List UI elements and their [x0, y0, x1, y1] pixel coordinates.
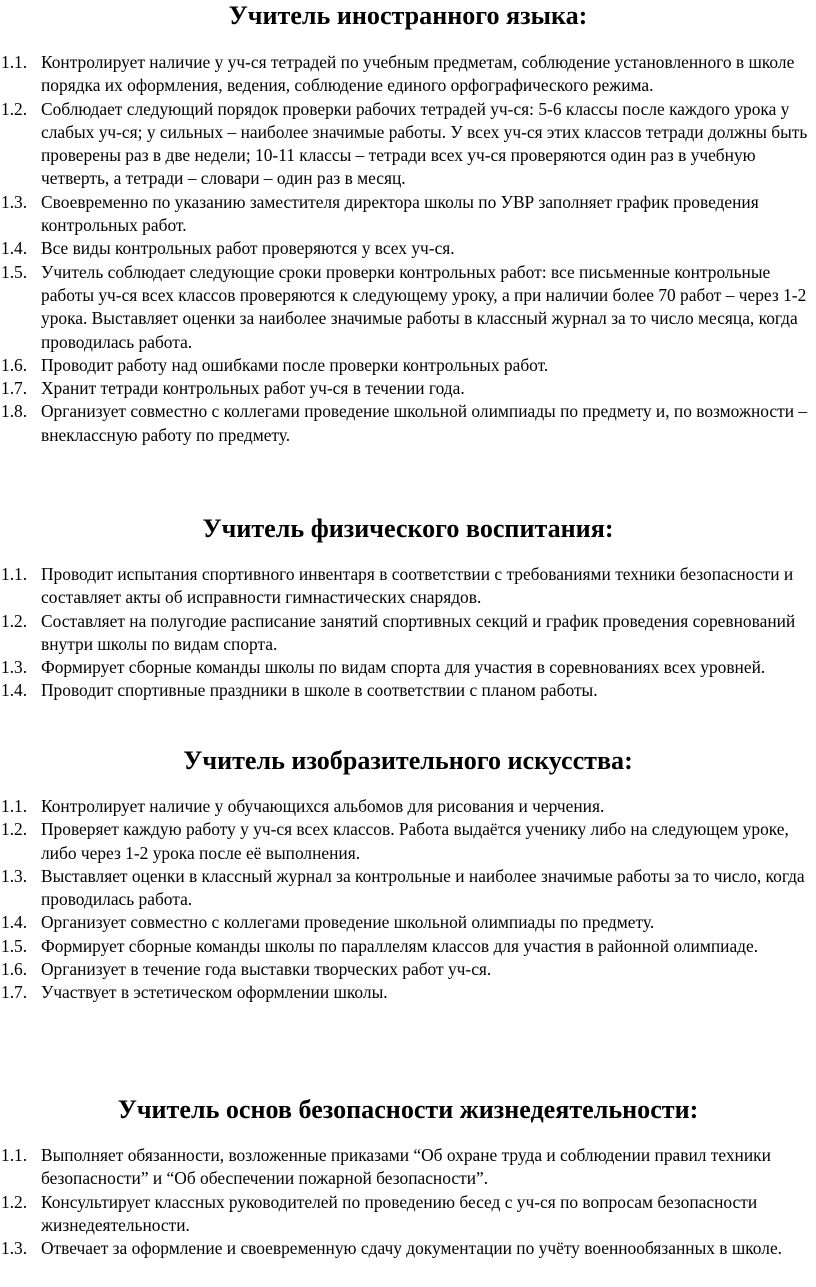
item-number: 1.1. — [1, 52, 28, 72]
item-number: 1.6. — [1, 354, 28, 375]
list-item — [0, 911, 816, 934]
item-text: Проводит спортивные праздники в школе в соответствии с планом работы. — [41, 680, 598, 701]
list-item — [0, 237, 816, 260]
section-heading-life-safety: Учитель основ безопасности жизнедеятельности: — [117, 1095, 699, 1124]
item-text: Участвует в эстетическом оформлении школы. — [41, 982, 388, 1003]
list-item — [0, 51, 816, 98]
list-item — [0, 191, 816, 238]
item-text: Формирует сборные команды школы по видам спорта для участия в соревнованиях всех уровней. — [41, 657, 766, 678]
list-item — [0, 563, 816, 610]
item-number: 1.5. — [1, 935, 28, 956]
item-text: Организует совместно с коллегами проведение школьной олимпиады по предмету. — [41, 912, 655, 933]
list-item — [0, 1237, 816, 1260]
item-text: Проверяет каждую работу у уч-ся всех классов. Работа выдаётся ученику либо на следующем уроке, либо через 1-2 урока после её выполнения. — [41, 819, 789, 863]
list-item — [0, 261, 816, 354]
item-number: 1.1. — [1, 564, 28, 584]
list-item — [0, 679, 816, 702]
item-text: Консультирует классных руководителей по проведению бесед с уч-ся по вопросам безопасности жизнедеятельности. — [41, 1191, 758, 1235]
list-item — [0, 98, 816, 191]
item-number: 1.3. — [1, 191, 28, 212]
item-text: Формирует сборные команды школы по параллелям классов для участия в районной олимпиаде. — [41, 935, 759, 956]
item-text: Все виды контрольных работ проверяются у всех уч-ся. — [41, 238, 455, 259]
item-number: 1.4. — [1, 238, 28, 259]
item-number: 1.3. — [1, 657, 28, 678]
item-text: Выставляет оценки в классный журнал за контрольные и наиболее значимые работы за то число, когда проводилась работа. — [41, 865, 805, 910]
list-fine-arts — [0, 795, 816, 1005]
item-number: 1.4. — [1, 912, 28, 933]
item-text: Организует в течение года выставки творческих работ уч-ся. — [41, 959, 492, 980]
item-text: Проводит работу над ошибками после проверки контрольных работ. — [41, 354, 549, 375]
list-item — [0, 610, 816, 657]
list-item — [0, 865, 816, 912]
section-heading-fine-arts: Учитель изобразительного искусства: — [183, 746, 633, 775]
item-number: 1.2. — [1, 98, 28, 119]
list-item — [0, 818, 816, 865]
list-item — [0, 1144, 816, 1191]
section-heading-physical-education: Учитель физического воспитания: — [202, 514, 614, 543]
item-text: Проводит испытания спортивного инвентаря в соответствии с требованиями техники безопасности и составляет акты об исправности гимнастических снарядов. — [41, 564, 794, 608]
list-item — [0, 795, 816, 818]
item-number: 1.7. — [1, 378, 28, 399]
list-physical-education — [0, 563, 816, 703]
item-number: 1.6. — [1, 959, 28, 980]
item-number: 1.8. — [1, 401, 28, 422]
list-item — [0, 935, 816, 958]
list-item — [0, 1191, 816, 1238]
item-number: 1.5. — [1, 261, 28, 282]
list-item — [0, 400, 816, 447]
item-number: 1.3. — [1, 865, 28, 886]
list-item — [0, 958, 816, 981]
item-text: Своевременно по указанию заместителя директора школы по УВР заполняет график проведения контрольных работ. — [41, 191, 759, 236]
item-text: Соблюдает следующий порядок проверки рабочих тетрадей уч-ся: 5-6 классы после каждого урока у слабых уч-ся; у сильных – наиболее значимые работы. У всех уч-ся этих классов тетради должны быть проверены раз в две недели; 10-11 классы – тетради всех уч-ся проверяются один раз в учебную четверть, а тетради – словари – один раз в месяц. — [41, 98, 808, 189]
item-number: 1.1. — [1, 1145, 28, 1165]
item-text: Отвечает за оформление и своевременную сдачу документации по учёту военнообязанных в школе. — [41, 1238, 783, 1259]
item-text: Выполняет обязанности, возложенные приказами “Об охране труда и соблюдении правил техники безопасности” и “Об обеспечении пожарной безопасности”. — [41, 1145, 771, 1189]
item-number: 1.4. — [1, 680, 28, 701]
list-item — [0, 377, 816, 400]
item-number: 1.2. — [1, 819, 28, 840]
list-foreign-language — [0, 51, 816, 447]
item-number: 1.1. — [1, 796, 28, 816]
list-item — [0, 981, 816, 1004]
item-text: Контролирует наличие у уч-ся тетрадей по учебным предметам, соблюдение установленного в школе порядка их оформления, ведения, соблюдение единого орфографического режима. — [41, 52, 795, 96]
item-number: 1.3. — [1, 1238, 28, 1259]
item-number: 1.7. — [1, 982, 28, 1003]
item-text: Хранит тетради контрольных работ уч-ся в течении года. — [41, 378, 465, 399]
item-text: Учитель соблюдает следующие сроки проверки контрольных работ: все письменные контрольные работы уч-ся всех классов проверяются к следующему уроку, а при наличии более 70 работ – через 1-2 урока. Выставляет оценки за наиболее значимые работы в классный журнал за то число месяца, когда проводилась работа. — [41, 261, 807, 352]
item-text: Контролирует наличие у обучающихся альбомов для рисования и черчения. — [41, 796, 605, 816]
item-number: 1.2. — [1, 610, 28, 631]
list-item — [0, 354, 816, 377]
list-life-safety — [0, 1144, 816, 1260]
item-number: 1.2. — [1, 1191, 28, 1212]
item-text: Организует совместно с коллегами проведение школьной олимпиады по предмету и, по возможности – внеклассную работу по предмету. — [41, 401, 808, 445]
item-text: Составляет на полугодие расписание занятий спортивных секций и график проведения соревнований внутри школы по видам спорта. — [41, 610, 796, 654]
list-item — [0, 656, 816, 679]
section-heading-foreign-language: Учитель иностранного языка: — [228, 1, 588, 30]
